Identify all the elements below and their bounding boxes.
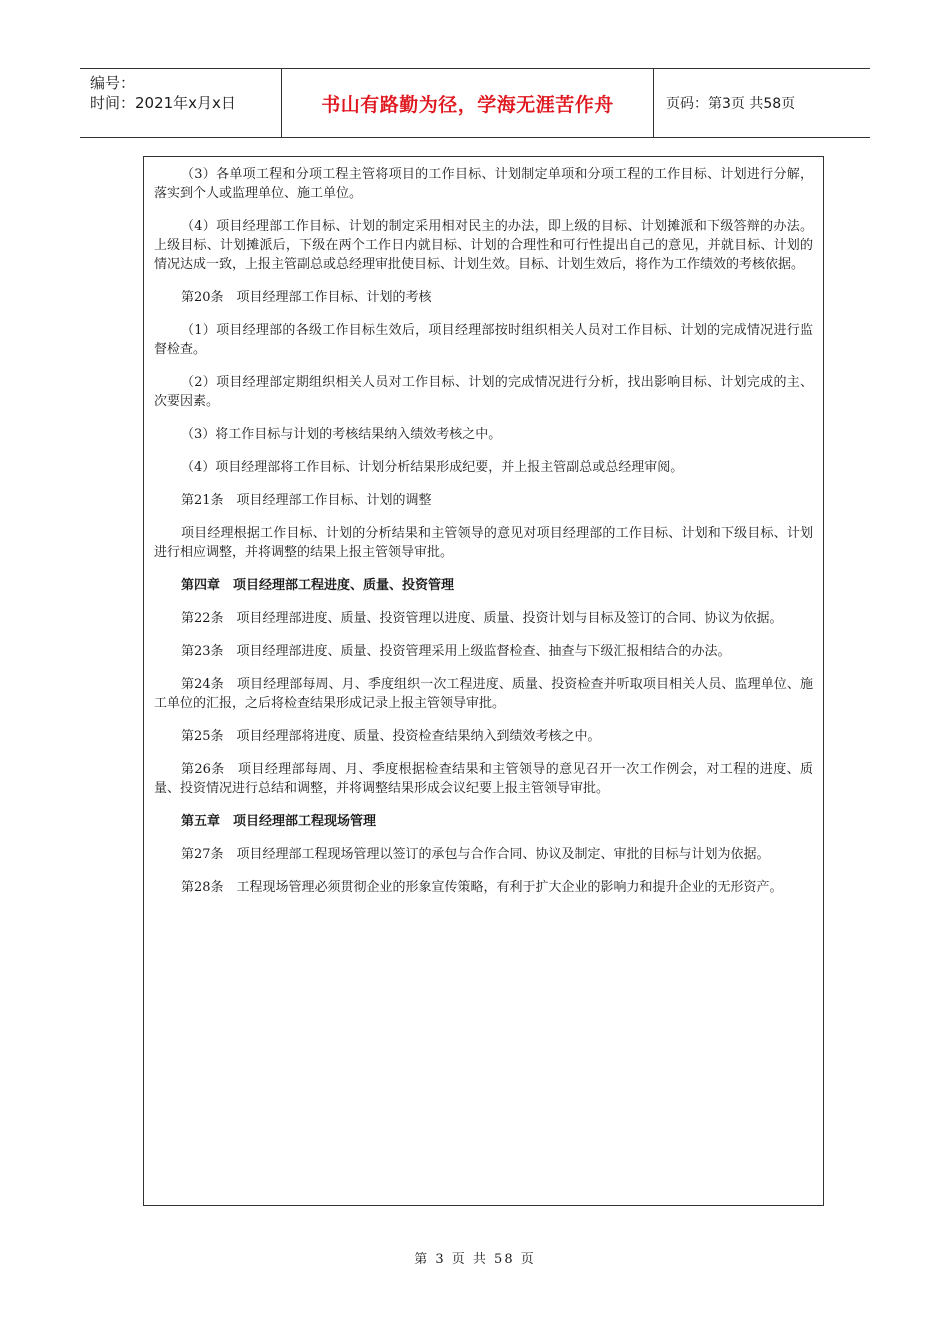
header-motto-cell bbox=[282, 69, 654, 137]
header-meta bbox=[80, 69, 282, 137]
page-footer: 第 3 页 共 58 页 bbox=[414, 1252, 536, 1267]
motto: 书山有路勤为径，学海无涯苦作舟 bbox=[321, 93, 614, 116]
paragraph: 第23条 项目经理部进度、质量、投资管理采用上级监督检查、抽查与下级汇报相结合的办法。 bbox=[181, 644, 731, 659]
time-label: 时间：2021年x月x日 bbox=[90, 94, 236, 112]
content-box bbox=[143, 156, 824, 1206]
paragraph: （4）项目经理部工作目标、计划的制定采用相对民主的办法，即上级的目标、计划摊派和下级答辩的办法。上级目标、计划摊派后，下级在两个工作日内就目标、计划的合理性和可行性提出自己的意见，并就目标、计划的情况达成一致，上报主管副总或总经理审批使目标、计划生效。目标、计划生效后，将作为工作绩效的考核依据。 bbox=[154, 219, 813, 272]
article-heading: 第21条 项目经理部工作目标、计划的调整 bbox=[181, 493, 432, 508]
paragraph: （1）项目经理部的各级工作目标生效后，项目经理部按时组织相关人员对工作目标、计划的完成情况进行监督检查。 bbox=[154, 323, 813, 357]
paragraph: 第24条 项目经理部每周、月、季度组织一次工程进度、质量、投资检查并听取项目相关人员、监理单位、施工单位的汇报，之后将检查结果形成记录上报主管领导审批。 bbox=[154, 677, 813, 711]
chapter-heading: 第五章 项目经理部工程现场管理 bbox=[181, 814, 377, 829]
page-header bbox=[80, 68, 870, 138]
paragraph: 第25条 项目经理部将进度、质量、投资检查结果纳入到绩效考核之中。 bbox=[181, 729, 601, 744]
paragraph: （3）各单项工程和分项工程主管将项目的工作目标、计划制定单项和分项工程的工作目标、计划进行分解，落实到个人或监理单位、施工单位。 bbox=[154, 167, 813, 201]
paragraph: 项目经理根据工作目标、计划的分析结果和主管领导的意见对项目经理部的工作目标、计划和下级目标、计划进行相应调整，并将调整的结果上报主管领导审批。 bbox=[154, 526, 813, 560]
paragraph: 第22条 项目经理部进度、质量、投资管理以进度、质量、投资计划与目标及签订的合同、协议为依据。 bbox=[181, 611, 783, 626]
paragraph: 第26条 项目经理部每周、月、季度根据检查结果和主管领导的意见召开一次工作例会，对工程的进度、质量、投资情况进行总结和调整，并将调整结果形成会议纪要上报主管领导审批。 bbox=[154, 762, 813, 796]
chapter-heading: 第四章 项目经理部工程进度、质量、投资管理 bbox=[181, 578, 455, 593]
paragraph: （3）将工作目标与计划的考核结果纳入绩效考核之中。 bbox=[181, 427, 502, 442]
article-heading: 第20条 项目经理部工作目标、计划的考核 bbox=[181, 290, 432, 305]
paragraph: 第27条 项目经理部工程现场管理以签订的承包与合作合同、协议及制定、审批的目标与计划为依据。 bbox=[181, 847, 770, 862]
number-label: 编号： bbox=[90, 74, 136, 92]
paragraph: （4）项目经理部将工作目标、计划分析结果形成纪要，并上报主管副总或总经理审阅。 bbox=[181, 460, 684, 475]
header-page-info: 页码：第3页 共58页 bbox=[666, 96, 796, 112]
paragraph: 第28条 工程现场管理必须贯彻企业的形象宣传策略，有利于扩大企业的影响力和提升企业的无形资产。 bbox=[181, 880, 783, 895]
paragraph: （2）项目经理部定期组织相关人员对工作目标、计划的完成情况进行分析，找出影响目标、计划完成的主、次要因素。 bbox=[154, 375, 813, 409]
